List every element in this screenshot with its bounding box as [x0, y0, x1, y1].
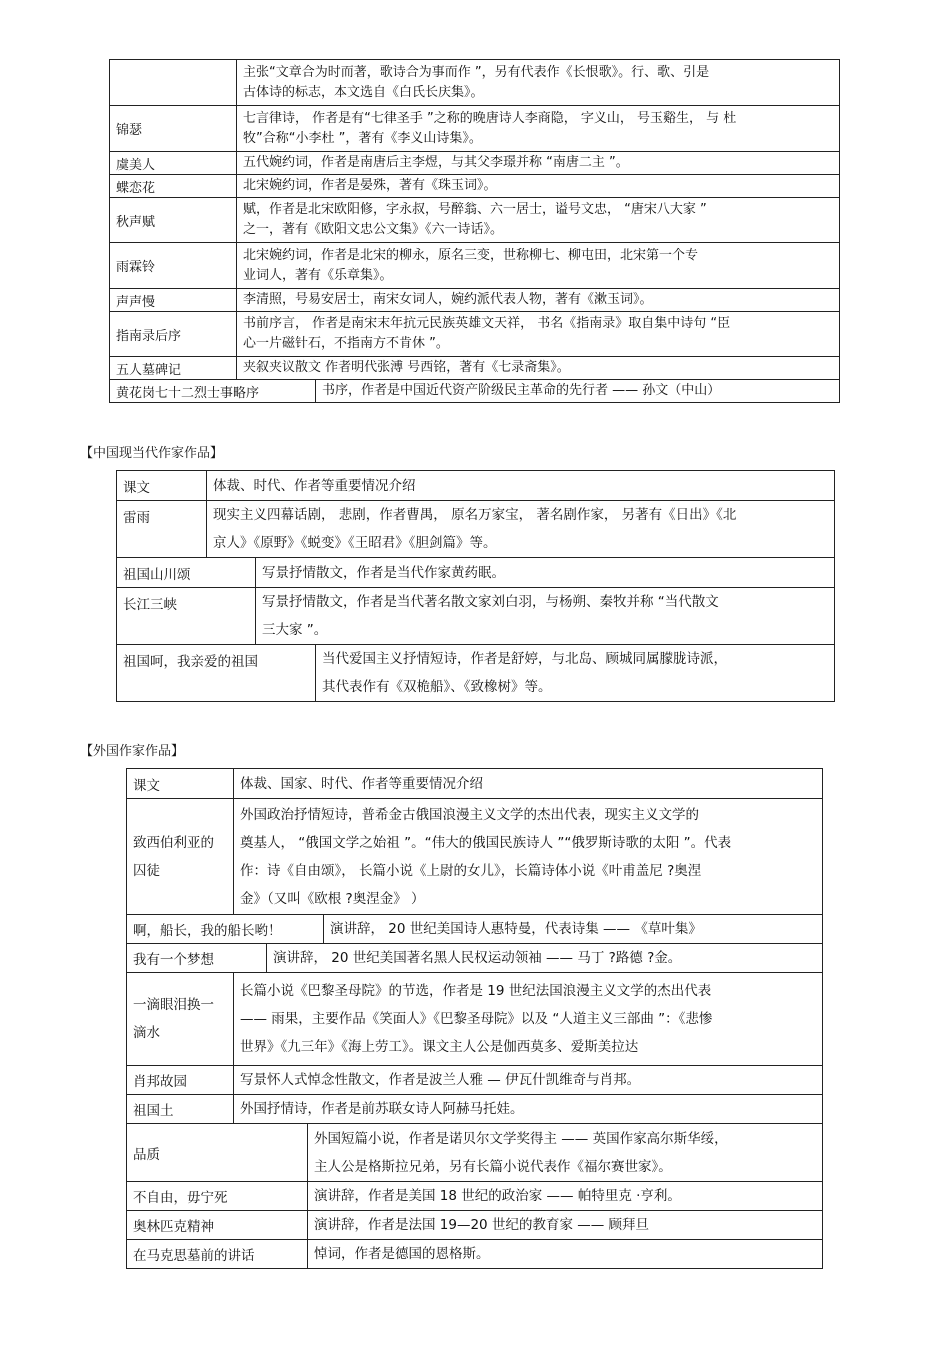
description-line: 北宋婉约词，作者是晏殊，著有《珠玉词》。 [243, 178, 497, 193]
table-row [127, 1210, 822, 1239]
work-title-cell [110, 60, 237, 105]
work-description-cell [234, 799, 822, 914]
work-description-cell [308, 1211, 822, 1239]
work-description-cell [237, 175, 839, 197]
description-line: 主张“文章合为时而著，歌诗合为事而作 ”，另有代表作《长恨歌》。行、歌、引是 [243, 64, 710, 80]
work-title-cell [127, 973, 234, 1065]
description-line: 外国政治抒情短诗，普希金古俄国浪漫主义文学的杰出代表，现实主义文学的 [240, 806, 699, 823]
table-row [127, 943, 822, 972]
modern-chinese-works-table [116, 470, 835, 702]
table-row [110, 288, 839, 311]
work-title-cell: 啊，船长，我的船长哟！ [127, 915, 324, 943]
work-description-cell [237, 60, 839, 105]
work-title-cell: 蝶恋花 [110, 175, 237, 197]
table-row [110, 356, 839, 379]
work-title-cell: 虞美人 [110, 152, 237, 174]
work-title-cell: 我有一个梦想 [127, 944, 267, 972]
description-line: 长篇小说《巴黎圣母院》的节选，作者是 19 世纪法国浪漫主义文学的杰出代表 [240, 983, 712, 999]
description-line: 三大家 ”。 [262, 622, 328, 638]
work-title-text: 一滴眼泪换一滴水 [133, 997, 214, 1041]
description-line: 当代爱国主义抒情短诗，作者是舒婷，与北岛、顾城同属朦胧诗派， [322, 651, 727, 667]
description-line: 李清照，号易安居士，南宋女词人，婉约派代表人物，著有《漱玉词》。 [243, 292, 653, 307]
work-description-cell [316, 380, 839, 402]
description-line: 北宋婉约词，作者是北宋的柳永，原名三变，世称柳七、柳屯田，北宋第一个专 [243, 247, 699, 263]
section-heading-modern-chinese: 【中国现当代作家作品】 [80, 446, 224, 461]
work-title-cell: 锦瑟 [110, 106, 237, 151]
work-description-cell [237, 312, 839, 356]
work-description-cell [237, 106, 839, 151]
table-row [110, 379, 839, 402]
work-description-cell [237, 289, 839, 311]
foreign-works-table [126, 768, 823, 1269]
work-description-cell [324, 915, 822, 943]
work-title-cell: 指南录后序 [110, 312, 237, 356]
work-description-cell [207, 501, 834, 557]
work-title-cell: 五人墓碑记 [110, 357, 237, 379]
description-line: 写景抒情散文，作者是当代作家黄药眠。 [262, 564, 505, 581]
work-title-cell: 肖邦故园 [127, 1066, 234, 1094]
column-header-work: 课文 [127, 769, 234, 798]
description-line: 演讲辞， 20 世纪美国著名黑人民权运动领袖 —— 马丁 ?路德 ?金。 [273, 950, 682, 966]
header-text: 体裁、国家、时代、作者等重要情况介绍 [240, 775, 483, 792]
work-description-cell [308, 1240, 822, 1268]
description-line: 悼词，作者是德国的恩格斯。 [314, 1246, 490, 1262]
table-row [110, 242, 839, 288]
header-text: 体裁、时代、作者等重要情况介绍 [213, 477, 416, 494]
work-description-cell [237, 243, 839, 288]
description-line: —— 雨果，主要作品《笑面人》《巴黎圣母院》以及 “人道主义三部曲 ”：《悲惨 [240, 1011, 713, 1027]
table-header-row [117, 471, 834, 500]
description-line: 赋，作者是北宋欧阳修，字永叔，号醉翁、六一居士，谥号文忠， “唐宋八大家 ” [243, 202, 707, 217]
description-line: 七言律诗， 作者是有“七律圣手 ”之称的晚唐诗人李商隐， 字义山， 号玉谿生， 与 杜 [243, 110, 737, 126]
description-line: 五代婉约词，作者是南唐后主李煜，与其父李璟并称 “南唐二主 ”。 [243, 155, 629, 170]
table-row [110, 311, 839, 356]
work-title-cell: 奥林匹克精神 [127, 1211, 308, 1239]
work-title-cell [127, 799, 234, 914]
work-description-cell [308, 1182, 822, 1210]
description-line: 心一片磁针石，不指南方不肯休 ”。 [243, 336, 449, 351]
table-row [110, 105, 839, 151]
table-row [127, 1239, 822, 1268]
work-title-cell: 雷雨 [117, 501, 207, 557]
description-line: 演讲辞， 20 世纪美国诗人惠特曼，代表诗集 —— 《草叶集》 [330, 921, 702, 937]
work-description-cell [234, 1095, 822, 1123]
description-line: 写景怀人式悼念性散文，作者是波兰人雅 — 伊瓦什凯维奇与肖邦。 [240, 1072, 641, 1088]
section-heading-foreign: 【外国作家作品】 [80, 744, 185, 759]
description-line: 作：诗《自由颂》， 长篇小说《上尉的女儿》，长篇诗体小说《叶甫盖尼 ?奥涅 [240, 862, 702, 879]
table-row [110, 60, 839, 105]
work-description-cell [237, 357, 839, 379]
column-header-intro [234, 769, 822, 798]
table-row [127, 914, 822, 943]
work-title-cell: 不自由，毋宁死 [127, 1182, 308, 1210]
description-line: 世界》《九三年》《海上劳工》。课文主人公是伽西莫多、爱斯美拉达 [240, 1039, 639, 1055]
description-line: 金》（又叫《欧根 ?奥涅金》 ） [240, 890, 425, 907]
description-line: 外国抒情诗，作者是前苏联女诗人阿赫马托娃。 [240, 1101, 524, 1117]
table-row [117, 557, 834, 587]
work-description-cell [316, 645, 834, 701]
work-title-cell: 祖国呵，我亲爱的祖国 [117, 645, 316, 701]
work-title-cell: 秋声赋 [110, 198, 237, 242]
table-row [127, 1123, 822, 1181]
description-line: 京人》《原野》《蜕变》《王昭君》《胆剑篇》等。 [213, 535, 497, 551]
table-header-row [127, 769, 822, 798]
description-line: 现实主义四幕话剧， 悲剧，作者曹禺， 原名万家宝， 著名剧作家， 另著有《日出》《北 [213, 507, 737, 523]
description-line: 演讲辞，作者是美国 18 世纪的政治家 —— 帕特里克 ·亨利。 [314, 1188, 681, 1204]
description-line: 演讲辞，作者是法国 19—20 世纪的教育家 —— 顾拜旦 [314, 1217, 650, 1233]
table-row [117, 644, 834, 701]
description-line: 外国短篇小说，作者是诺贝尔文学奖得主 —— 英国作家高尔斯华绥， [314, 1130, 728, 1147]
table-row [110, 174, 839, 197]
work-description-cell [267, 944, 822, 972]
description-line: 主人公是格斯拉兄弟，另有长篇小说代表作《福尔赛世家》。 [314, 1158, 672, 1175]
description-line: 业词人，著有《乐章集》。 [243, 267, 393, 283]
work-description-cell [237, 198, 839, 242]
table-row [127, 1094, 822, 1123]
table-row [117, 500, 834, 557]
work-description-cell [256, 588, 834, 644]
work-description-cell [234, 973, 822, 1065]
description-line: 书前序言， 作者是南宋末年抗元民族英雄文天祥， 书名《指南录》取自集中诗句 “臣 [243, 316, 731, 331]
description-line: 古体诗的标志，本文选自《白氏长庆集》。 [243, 84, 484, 100]
work-title-cell: 祖国土 [127, 1095, 234, 1123]
table-row [110, 151, 839, 174]
column-header-work: 课文 [117, 471, 207, 500]
table-row [127, 972, 822, 1065]
description-line: 奠基人， “俄国文学之始祖 ”。“伟大的俄国民族诗人 ”“俄罗斯诗歌的太阳 ”。代表 [240, 834, 732, 851]
work-title-cell: 黄花岗七十二烈士事略序 [110, 380, 316, 402]
work-title-cell: 声声慢 [110, 289, 237, 311]
work-title-cell: 在马克思墓前的讲话 [127, 1240, 308, 1268]
work-title-cell: 品质 [127, 1124, 308, 1181]
description-line: 写景抒情散文，作者是当代著名散文家刘白羽，与杨朔、秦牧并称 “当代散文 [262, 594, 719, 610]
work-description-cell [234, 1066, 822, 1094]
column-header-intro [207, 471, 834, 500]
work-title-text: 致西伯利亚的囚徒 [133, 834, 214, 879]
work-description-cell [308, 1124, 822, 1181]
description-line: 夹叙夹议散文 作者明代张溥 号西铭，著有《七录斋集》。 [243, 360, 570, 375]
work-description-cell [237, 152, 839, 174]
table-row [127, 1181, 822, 1210]
description-line: 牧”合称“小李杜 ”，著有《李义山诗集》。 [243, 130, 482, 146]
work-title-cell: 雨霖铃 [110, 243, 237, 288]
work-description-cell [256, 558, 834, 587]
classical-works-table [109, 59, 840, 403]
table-row [127, 798, 822, 914]
table-row [117, 587, 834, 644]
description-line: 其代表作有《双桅船》、《致橡树》等。 [322, 679, 552, 695]
description-line: 之一，著有《欧阳文忠公文集》《六一诗话》。 [243, 222, 504, 237]
description-line: 书序，作者是中国近代资产阶级民主革命的先行者 —— 孙文（中山） [322, 383, 721, 398]
table-row [110, 197, 839, 242]
work-title-cell: 祖国山川颂 [117, 558, 256, 587]
work-title-cell: 长江三峡 [117, 588, 256, 644]
table-row [127, 1065, 822, 1094]
